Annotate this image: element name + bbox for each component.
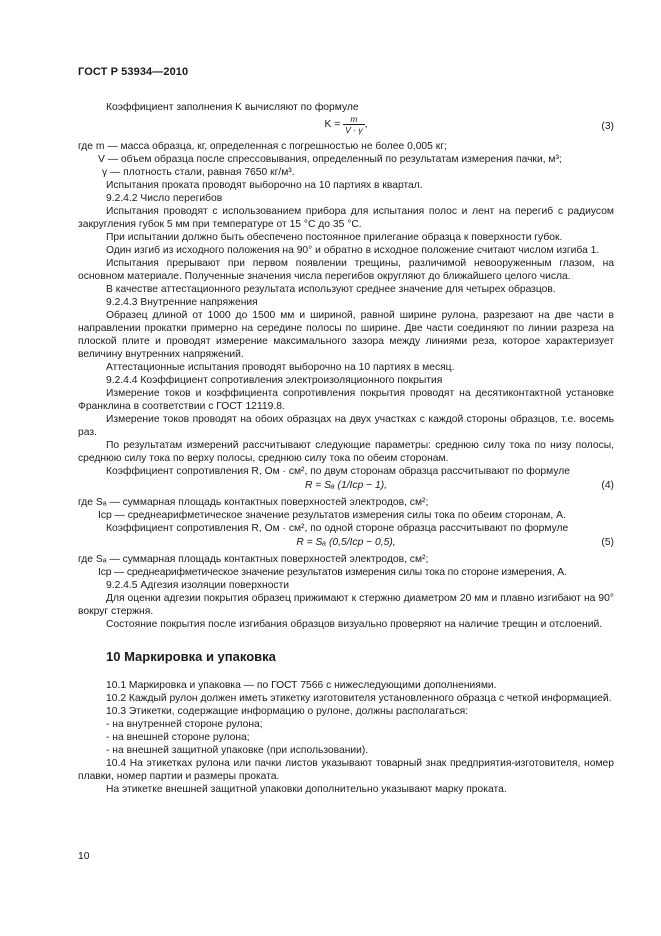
paragraph: Образец длиной от 1000 до 1500 мм и шириной, равной ширине рулона, разрезают на две части в направлении прокатки примерно на середине полосы по ширине. Две части соединяют по линии разреза на плоской плите и проводят измерение максимального зазора между линиями реза, которое характеризует величину внутренних напряжений. <box>78 310 614 360</box>
formula-text: R = Sₐ (1/Iср − 1), <box>304 480 388 491</box>
paragraph: Измерение токов и коэффициента сопротивления покрытия проводят на десятиконтактной установке Франклина в соответствии с ГОСТ 12119.8. <box>78 388 614 412</box>
formula-lhs: K = <box>324 119 344 131</box>
paragraph: 10.3 Этикетки, содержащие информацию о рулоне, должны располагаться: <box>106 706 469 717</box>
page-number: 10 <box>78 851 90 862</box>
where-line: где m — масса образца, кг, определенная с погрешностью не более 0,005 кг; <box>78 141 447 152</box>
paragraph: Для оценки адгезии покрытия образец прижимают к стержню диаметром 20 мм и плавно изгибают на 90° вокруг стержня. <box>78 593 614 617</box>
formula-3 <box>78 114 614 140</box>
list-item: - на внешней стороне рулона; <box>106 732 250 743</box>
paragraph: По результатам измерений рассчитывают следующие параметры: среднюю силу тока по низу полосы, среднюю силу тока по верху полосы, среднюю силу тока по обеим сторонам. <box>78 440 614 464</box>
subsection-heading: 9.2.4.3 Внутренние напряжения <box>106 297 258 308</box>
subsection-heading: 9.2.4.2 Число перегибов <box>106 193 223 204</box>
equation-number: (5) <box>601 537 614 548</box>
where-line: где Sₐ — суммарная площадь контактных поверхностей электродов, см²; <box>78 554 429 565</box>
formula-5 <box>78 536 614 550</box>
subsection-heading: 9.2.4.5 Адгезия изоляции поверхности <box>106 580 290 591</box>
formula-tail: , <box>364 119 368 131</box>
paragraph: 10.2 Каждый рулон должен иметь этикетку изготовителя установленного образца с четкой информацией. <box>106 693 612 704</box>
where-line: Iср — среднеарифметическое значение результатов измерения силы тока по стороне измерения, А. <box>98 567 567 578</box>
paragraph: При испытании должно быть обеспечено постоянное прилегание образца к поверхности губок. <box>106 232 563 243</box>
where-line: Iср — среднеарифметическое значение результатов измерения силы тока по обеим сторонам, А. <box>98 510 566 521</box>
list-item: - на внешней защитной упаковке (при использовании). <box>106 745 369 756</box>
formula-text: R = Sₐ (0,5/Iср − 0,5), <box>296 537 396 548</box>
equation-number: (3) <box>601 121 614 132</box>
fraction-numerator: m <box>343 114 364 125</box>
fraction-denominator: V · γ <box>345 125 363 135</box>
formula-4 <box>78 479 614 493</box>
paragraph: Один изгиб из исходного положения на 90° и обратно в исходное положение считают числом изгиба 1. <box>106 245 600 256</box>
paragraph: Состояние покрытия после изгибания образцов визуально проверяют на наличие трещин и отслоений. <box>106 619 603 630</box>
list-item: - на внутренней стороне рулона; <box>106 719 263 730</box>
paragraph: 10.1 Маркировка и упаковка — по ГОСТ 7566 с нижеследующими дополнениями. <box>106 680 497 691</box>
formula-fraction <box>343 114 364 135</box>
subsection-heading: 9.2.4.4 Коэффициент сопротивления электроизоляционного покрытия <box>106 375 443 386</box>
paragraph: Измерение токов проводят на обоих образцах на двух участках с каждой стороны образцов, т.е. восемь раз. <box>78 414 614 438</box>
paragraph: На этикетке внешней защитной упаковки дополнительно указывают марку проката. <box>106 784 507 795</box>
equation-number: (4) <box>601 480 614 491</box>
paragraph: В качестве аттестационного результата используют среднее значение для четырех образцов. <box>106 284 556 295</box>
where-line: γ — плотность стали, равная 7650 кг/м³. <box>102 167 295 178</box>
page-content <box>78 101 614 796</box>
paragraph: Коэффициент сопротивления R, Ом · см², по двум сторонам образца рассчитывают по формуле <box>106 466 570 477</box>
paragraph: Испытания прерывают при первом появлении трещины, различимой невооруженным глазом, на основном материале. Полученные значения числа перегибов округляют до ближайшего целого числа. <box>78 258 614 282</box>
where-line: V — объем образца после спрессовывания, определенный по результатам измерения пачки, м³; <box>98 154 562 165</box>
where-line: где Sₐ — суммарная площадь контактных поверхностей электродов, см²; <box>78 497 429 508</box>
paragraph: 10.4 На этикетках рулона или пачки листов указывают товарный знак предприятия-изготовителя, номер плавки, номер партии и размеры проката. <box>78 758 614 782</box>
paragraph: Испытания проката проводят выборочно на 10 партиях в квартал. <box>106 180 423 191</box>
page-header: ГОСТ Р 53934—2010 <box>78 66 189 78</box>
section-heading: 10 Маркировка и упаковка <box>106 649 276 664</box>
paragraph: Аттестационные испытания проводят выборочно на 10 партиях в месяц. <box>106 362 455 373</box>
paragraph: Испытания проводят с использованием прибора для испытания полос и лент на перегиб с радиусом закругления губок 5 мм при температуре от 15 °C до 35 °C. <box>78 206 614 230</box>
paragraph: Коэффициент заполнения K вычисляют по формуле <box>106 102 359 113</box>
paragraph: Коэффициент сопротивления R, Ом · см², по одной стороне образца рассчитывают по формуле <box>106 523 569 534</box>
